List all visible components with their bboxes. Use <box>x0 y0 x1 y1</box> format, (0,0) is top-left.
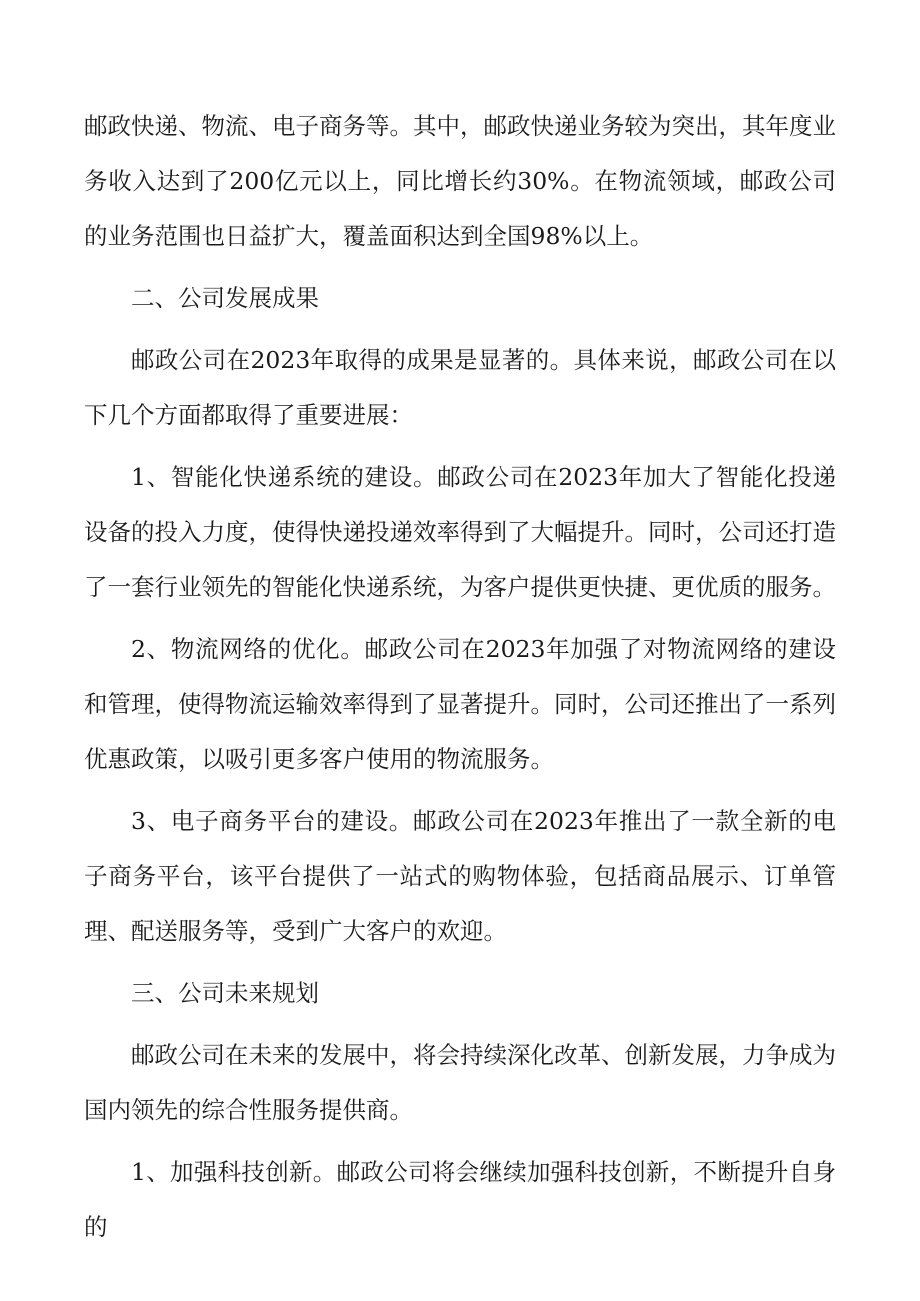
body-paragraph-tech-innovation: 1、加强科技创新。邮政公司将会继续加强科技创新，不断提升自身的 <box>84 1158 836 1241</box>
body-paragraph-logistics-network: 2、物流网络的优化。邮政公司在2023年加强了对物流网络的建设和管理，使得物流运输效率得到了显著提升。同时，公司还推出了一系列优惠政策，以吸引更多客户使用的物流服务。 <box>84 635 836 773</box>
body-paragraph-future-intro: 邮政公司在未来的发展中，将会持续深化改革、创新发展，力争成为国内领先的综合性服务提供商。 <box>84 1041 836 1124</box>
section-heading-achievements: 二、公司发展成果 <box>131 284 319 312</box>
section-heading-future-plans: 三、公司未来规划 <box>131 979 319 1007</box>
body-paragraph-ecommerce-platform: 3、电子商务平台的建设。邮政公司在2023年推出了一款全新的电子商务平台，该平台提供了一站式的购物体验，包括商品展示、订单管理、配送服务等，受到广大客户的欢迎。 <box>84 807 836 945</box>
body-paragraph-smart-express: 1、智能化快递系统的建设。邮政公司在2023年加大了智能化投递设备的投入力度，使得快递投递效率得到了大幅提升。同时，公司还打造了一套行业领先的智能化快递系统，为客户提供更快捷、更优质的服务。 <box>84 463 836 601</box>
document-body <box>84 99 836 1262</box>
body-paragraph-achievements-intro: 邮政公司在2023年取得的成果是显著的。具体来说，邮政公司在以下几个方面都取得了重要进展： <box>84 346 836 429</box>
body-paragraph-continued: 邮政快递、物流、电子商务等。其中，邮政快递业务较为突出，其年度业务收入达到了200亿元以上，同比增长约30%。在物流领域，邮政公司的业务范围也日益扩大，覆盖面积达到全国98%以上。 <box>84 112 836 250</box>
